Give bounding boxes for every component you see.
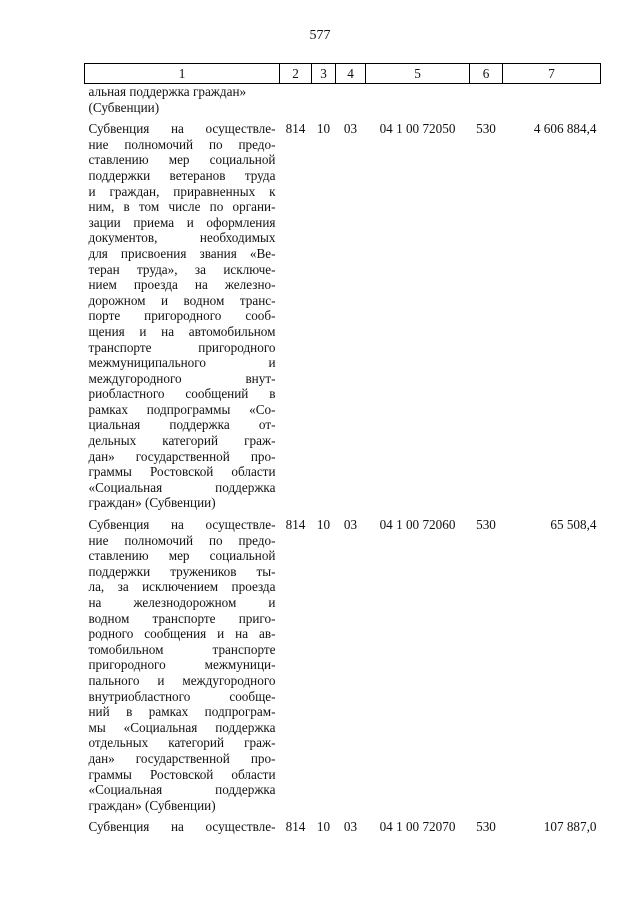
- description-line: межмуниципального и: [88, 355, 276, 371]
- description-line: ним, в том числе по органи-: [88, 199, 276, 215]
- description-line: порте пригородного сооб-: [88, 308, 276, 324]
- ministry-code: 814: [285, 819, 306, 835]
- row-description: [85, 517, 280, 813]
- table-row: [85, 121, 601, 511]
- column-header-subsection: 4: [336, 64, 366, 84]
- ministry-code: 814: [285, 121, 306, 137]
- target-article-code: 04 1 00 72060: [379, 517, 456, 533]
- description-line: водном транспорте приго-: [88, 610, 276, 626]
- description-line: мы «Социальная поддержка: [88, 719, 276, 735]
- expense-type-code: 530: [476, 819, 496, 835]
- column-header-expense-type: 6: [470, 64, 503, 84]
- description-line: Субвенция на осуществле-: [88, 517, 276, 533]
- description-line: ла, за исключением проезда: [88, 579, 276, 595]
- description-line: внутриобластного сообще-: [88, 688, 276, 704]
- description-line: щения и на автомобильном: [88, 323, 276, 339]
- amount-value: 4 606 884,4: [533, 121, 597, 137]
- description-line: дан» государственной про-: [88, 750, 276, 766]
- column-header-ministry: 2: [280, 64, 312, 84]
- description-line: «Социальная поддержка: [88, 782, 276, 798]
- description-line: и граждан, приравненных к: [88, 183, 276, 199]
- description-line: пального и междугородного: [88, 672, 276, 688]
- description-line: поддержки тружеников ты-: [88, 563, 276, 579]
- row-description: [85, 819, 280, 835]
- description-line: дан» государственной про-: [88, 448, 276, 464]
- description-line: ние полномочий по предо-: [88, 532, 276, 548]
- page-number: 577: [309, 28, 331, 43]
- expense-type-code: 530: [476, 121, 496, 137]
- description-line: ставлению мер социальной: [88, 548, 276, 564]
- description-line: ний в рамках подпрограм-: [88, 704, 276, 720]
- expense-type-code: 530: [476, 517, 496, 533]
- description-line: отдельных категорий граж-: [88, 735, 276, 751]
- table-row: [85, 819, 601, 835]
- description-line: альная поддержка граждан»: [88, 84, 247, 99]
- description-line: рамках подпрограммы «Со-: [88, 401, 276, 417]
- description-line: риобластного сообщений в: [88, 386, 276, 402]
- description-line: пригородного межмуници-: [88, 657, 276, 673]
- subsection-code: 03: [343, 517, 358, 533]
- column-header-section: 3: [312, 64, 336, 84]
- amount-value: 65 508,4: [550, 517, 597, 533]
- continuation-description: [85, 84, 280, 116]
- ministry-code: 814: [285, 517, 306, 533]
- target-article-code: 04 1 00 72050: [379, 121, 456, 137]
- description-line: дорожном и водном транс-: [88, 292, 276, 308]
- description-line: дельных категорий граж-: [88, 433, 276, 449]
- subsection-code: 03: [343, 819, 358, 835]
- description-line: ние полномочий по предо-: [88, 136, 276, 152]
- description-line: междугородного внут-: [88, 370, 276, 386]
- description-line: для присвоения звания «Ве-: [88, 245, 276, 261]
- description-line: «Социальная поддержка: [88, 479, 276, 495]
- description-line: нием проезда на железно-: [88, 277, 276, 293]
- section-code: 10: [316, 517, 331, 533]
- description-line: граммы Ростовской области: [88, 464, 276, 480]
- column-header-target: 5: [366, 64, 470, 84]
- table-row: [85, 517, 601, 813]
- description-line: томобильном транспорте: [88, 641, 276, 657]
- description-line: граммы Ростовской области: [88, 766, 276, 782]
- description-line: теран труда», за исключе-: [88, 261, 276, 277]
- description-line: ставлению мер социальной: [88, 152, 276, 168]
- description-line: граждан» (Субвенции): [88, 797, 216, 813]
- column-header-description: 1: [85, 64, 280, 84]
- description-line: граждан» (Субвенции): [88, 495, 216, 511]
- column-header-amount: 7: [503, 64, 601, 84]
- amount-value: 107 887,0: [543, 819, 597, 835]
- description-line: (Субвенции): [88, 99, 160, 115]
- description-line: транспорте пригородного: [88, 339, 276, 355]
- section-code: 10: [316, 819, 331, 835]
- subsection-code: 03: [343, 121, 358, 137]
- description-line: на железнодорожном и: [88, 595, 276, 610]
- table-header-row: [85, 64, 601, 84]
- description-line: Субвенция на осуществле-: [88, 819, 276, 835]
- description-line: поддержки ветеранов труда: [88, 167, 276, 183]
- section-code: 10: [316, 121, 331, 137]
- description-line: документов, необходимых: [88, 230, 276, 246]
- description-line: зации приема и оформления: [88, 214, 276, 230]
- table-row-continuation: [85, 84, 601, 116]
- budget-table: [84, 63, 601, 835]
- description-line: родного сообщения и на ав-: [88, 626, 276, 642]
- description-line: циальная поддержка от-: [88, 417, 276, 433]
- description-line: Субвенция на осуществле-: [88, 121, 276, 137]
- row-description: [85, 121, 280, 511]
- target-article-code: 04 1 00 72070: [379, 819, 456, 835]
